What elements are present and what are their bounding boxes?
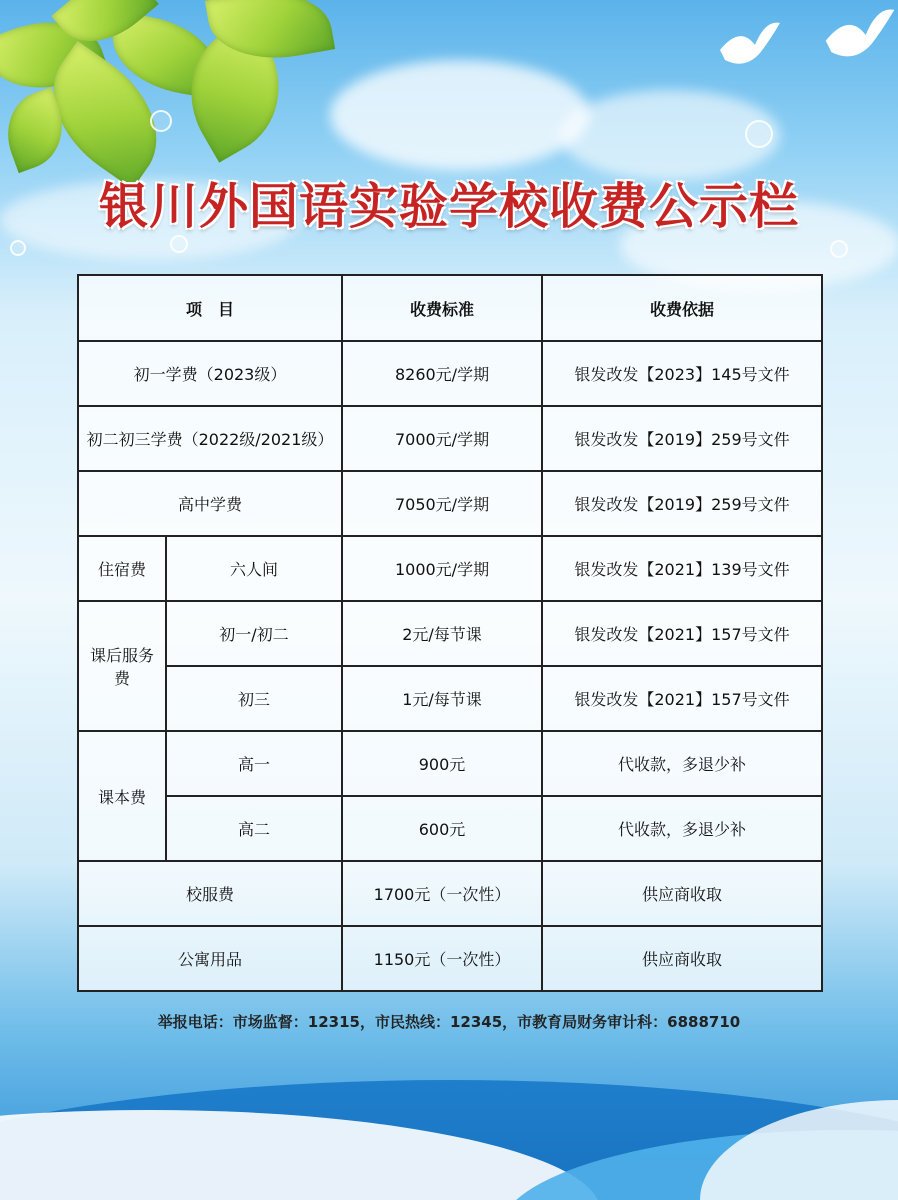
header-item: 项 目: [78, 275, 342, 341]
table-row: [78, 861, 822, 926]
sub-item-cell: 高一: [166, 731, 342, 796]
sub-item-cell: 初一/初二: [166, 601, 342, 666]
group-cell: 课后服务费: [78, 601, 166, 731]
page-title: 银川外国语实验学校收费公示栏: [98, 178, 799, 235]
item-cell: 初二初三学费（2022级/2021级）: [78, 406, 342, 471]
item-cell: 校服费: [78, 861, 342, 926]
basis-cell: 代收款，多退少补: [542, 731, 822, 796]
bubble: [830, 240, 848, 258]
item-cell: 高中学费: [78, 471, 342, 536]
item-cell: 公寓用品: [78, 926, 342, 991]
fee-cell: 1700元（一次性）: [342, 861, 542, 926]
fee-cell: 7000元/学期: [342, 406, 542, 471]
table-row: [78, 666, 822, 731]
basis-cell: 代收款，多退少补: [542, 796, 822, 861]
fee-cell: 1000元/学期: [342, 536, 542, 601]
sub-item-cell: 高二: [166, 796, 342, 861]
header-fee-standard: 收费标准: [342, 275, 542, 341]
basis-cell: 银发改发【2023】145号文件: [542, 341, 822, 406]
basis-cell: 供应商收取: [542, 926, 822, 991]
bubble: [10, 240, 26, 256]
basis-cell: 银发改发【2019】259号文件: [542, 471, 822, 536]
dove-icon: [820, 0, 898, 70]
basis-cell: 供应商收取: [542, 861, 822, 926]
basis-cell: 银发改发【2021】157号文件: [542, 601, 822, 666]
table-row: [78, 601, 822, 666]
fee-cell: 1150元（一次性）: [342, 926, 542, 991]
basis-cell: 银发改发【2019】259号文件: [542, 406, 822, 471]
bubble: [150, 110, 172, 132]
bubble: [745, 120, 773, 148]
fee-table: [77, 274, 823, 992]
fee-cell: 1元/每节课: [342, 666, 542, 731]
sub-item-cell: 六人间: [166, 536, 342, 601]
basis-cell: 银发改发【2021】139号文件: [542, 536, 822, 601]
fee-cell: 900元: [342, 731, 542, 796]
table-row: [78, 341, 822, 406]
fee-cell: 8260元/学期: [342, 341, 542, 406]
item-cell: 初一学费（2023级）: [78, 341, 342, 406]
dove-icon: [715, 15, 785, 75]
table-row: [78, 471, 822, 536]
table-row: [78, 536, 822, 601]
fee-cell: 600元: [342, 796, 542, 861]
header-fee-basis: 收费依据: [542, 275, 822, 341]
fee-cell: 2元/每节课: [342, 601, 542, 666]
fee-cell: 7050元/学期: [342, 471, 542, 536]
table-row: [78, 731, 822, 796]
table-row: [78, 406, 822, 471]
table-header-row: [78, 275, 822, 341]
sub-item-cell: 初三: [166, 666, 342, 731]
report-hotline-footer: 举报电话：市场监督：12315，市民热线：12345，市教育局财务审计科：6888710: [157, 1013, 741, 1031]
group-cell: 课本费: [78, 731, 166, 861]
table-row: [78, 926, 822, 991]
table-row: [78, 796, 822, 861]
cloud: [330, 60, 590, 170]
group-cell: 住宿费: [78, 536, 166, 601]
basis-cell: 银发改发【2021】157号文件: [542, 666, 822, 731]
